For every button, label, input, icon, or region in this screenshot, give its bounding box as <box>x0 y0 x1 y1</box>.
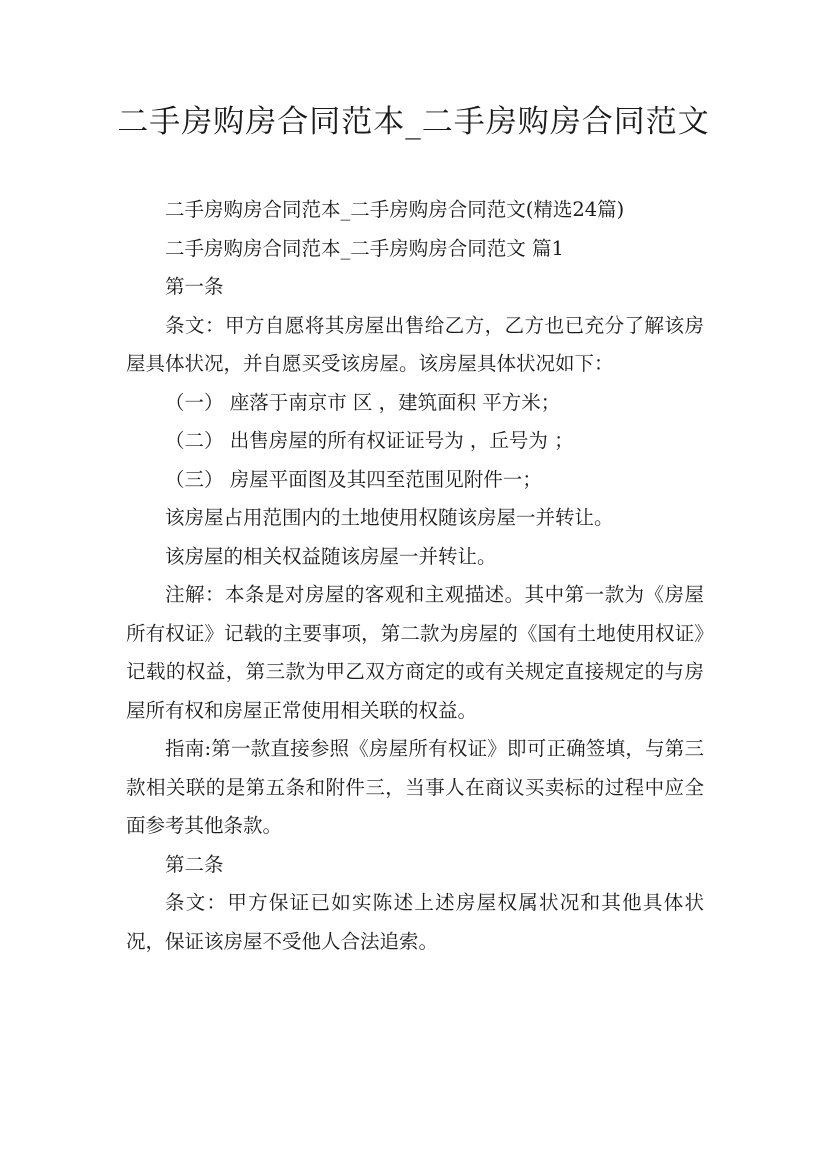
paragraph-subtitle: 二手房购房合同范本_二手房购房合同范文(精选24篇) <box>165 198 625 221</box>
document-title: 二手房购房合同范本_二手房购房合同范文 <box>117 104 710 140</box>
paragraph-land-use: 该房屋占用范围内的土地使用权随该房屋一并转让。 <box>165 506 614 529</box>
document-body <box>126 191 704 961</box>
paragraph-guide: 指南:第一款直接参照《房屋所有权证》即可正确签填，与第三款相关联的是第五条和附件三，当事人在商议买卖标的过程中应全面参考其他条款。 <box>126 737 704 837</box>
paragraph-article-1-heading: 第一条 <box>165 275 224 298</box>
paragraph-annotation: 注解：本条是对房屋的客观和主观描述。其中第一款为《房屋所有权证》记载的主要事项，第二款为房屋的《国有土地使用权证》记载的权益，第三款为甲乙双方商定的或有关规定直接规定的与房屋所有权和房屋正常使用相关联的权益。 <box>126 583 704 722</box>
paragraph-article-1-text: 条文：甲方自愿将其房屋出售给乙方，乙方也已充分了解该房屋具体状况，并自愿买受该房屋。该房屋具体状况如下： <box>126 313 704 375</box>
paragraph-section-heading: 二手房购房合同范本_二手房购房合同范文 篇1 <box>165 236 564 260</box>
paragraph-rights: 该房屋的相关权益随该房屋一并转让。 <box>165 544 497 568</box>
paragraph-item-1: （一） 座落于南京市 区 ，建筑面积 平方米； <box>165 390 561 414</box>
paragraph-article-2-heading: 第二条 <box>165 852 224 876</box>
paragraph-item-3: （三） 房屋平面图及其四至范围见附件一； <box>165 467 542 491</box>
paragraph-item-2: （二） 出售房屋的所有权证证号为 ，丘号为 ； <box>165 429 574 452</box>
paragraph-article-2-text: 条文：甲方保证已如实陈述上述房屋权属状况和其他具体状况，保证该房屋不受他人合法追索。 <box>126 891 704 953</box>
